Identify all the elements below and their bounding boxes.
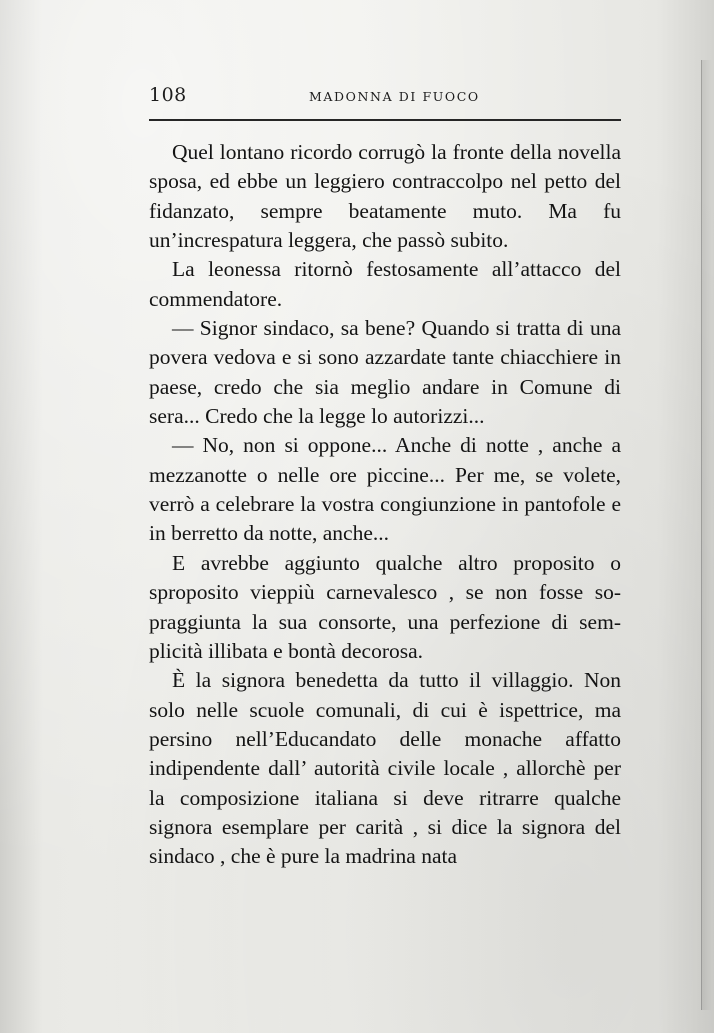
paragraph: Quel lontano ricordo corrugò la fronte della novella sposa, ed ebbe un leggiero contraccolpo nel petto del fidanzato, sempre beatamente muto. Ma fu un’increspatura leggera, che passò subito.	[149, 140, 621, 253]
paragraph: — No, non si oppone... Anche di notte , anche a mezzanotte o nelle ore piccine... Per me, se volete, verrò a celebrare la vostra congiunzione in pantofole e in berretto da notte, anche...	[149, 433, 621, 546]
paragraph: È la signora benedetta da tutto il villaggio. Non solo nelle scuole comunali, di cui è ispettrice, ma persino nell’Educandato delle monache affatto indipendente dall’ autorità civile locale , allorchè per la composizione italiana si deve ritrarre qualche signora esemplare per carità , si dice la signora del sindaco , che è pure la madrina nata	[149, 668, 621, 869]
page-number: 108	[149, 84, 187, 106]
header-rule	[149, 119, 621, 121]
paragraph: La leonessa ritornò festosamente all’attacco del commendatore.	[149, 257, 621, 311]
paragraph: — Signor sindaco, sa bene? Quando si tratta di una povera vedova e si sono azzardate tante chiacchiere in paese, credo che sia meglio andare in Comune di sera... Credo che la legge lo autorizzi...	[149, 316, 621, 429]
body-text	[149, 138, 621, 872]
running-title: MADONNA DI FUOCO	[309, 89, 480, 104]
page-header	[149, 84, 621, 108]
page-edge	[701, 60, 712, 1010]
paragraph: E avrebbe aggiunto qualche altro proposito o sproposito vieppiù carnevalesco , se non fosse sopraggiunta la sua consorte, una perfezione di semplicità illibata e bontà decorosa.	[149, 550, 621, 663]
